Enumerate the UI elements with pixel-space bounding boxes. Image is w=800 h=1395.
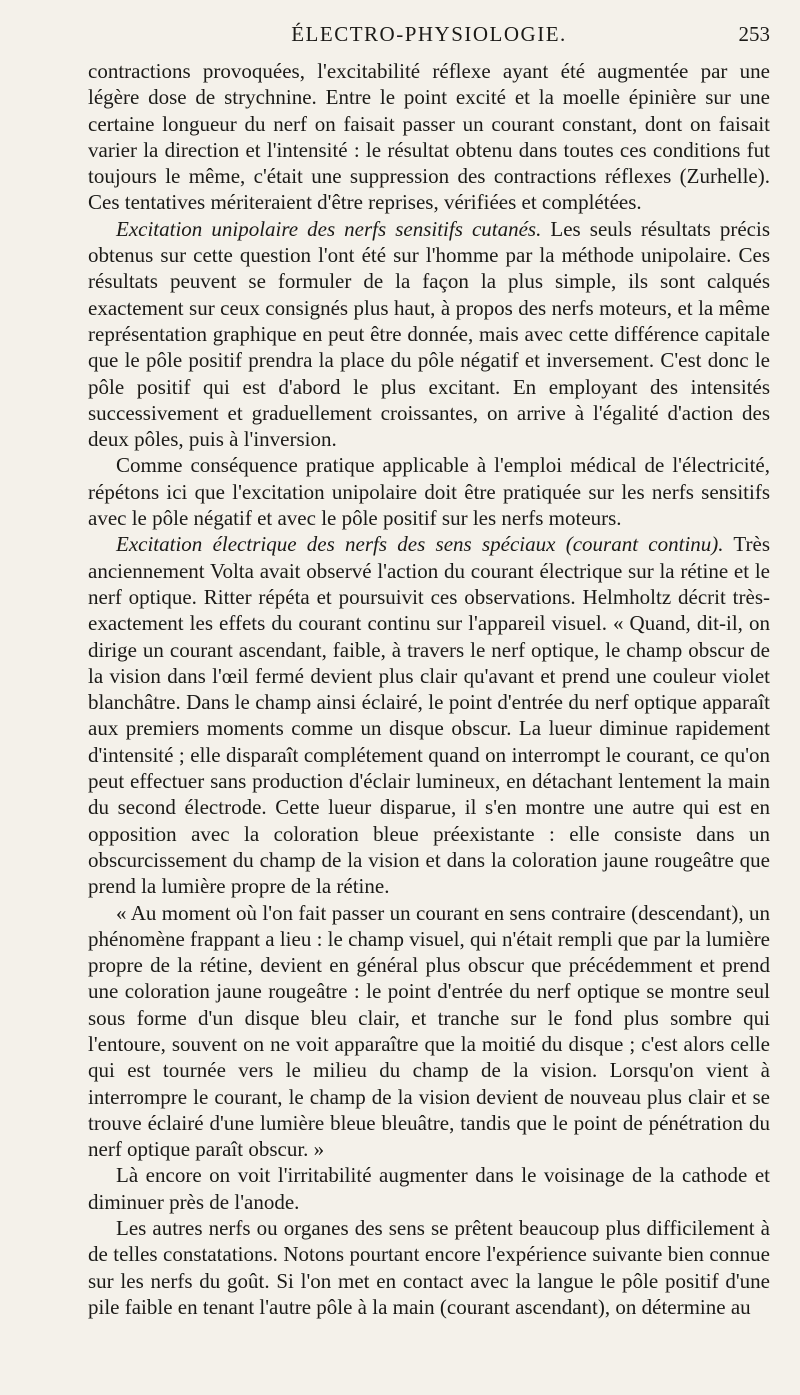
paragraph-text: Très anciennement Volta avait observé l'action du courant électrique sur la rétine et le nerf optique. Ritter répéta et poursuivit ces observations. Helmholtz décrit très-exactement les effets du courant continu sur l'appareil visuel. « Quand, dit-il, on dirige un courant ascendant, faible, à travers le nerf optique, le champ obscur de la vision dans l'œil fermé devient plus clair qu'avant et prend une couleur violet blanchâtre. Dans le champ ainsi éclairé, le point d'entrée du nerf optique apparaît aux premiers moments comme un disque obscur. La lueur diminue rapidement d'intensité ; elle disparaît complétement quand on interrompt le courant, ce qu'on peut effectuer sans production d'éclair lumineux, en détachant lentement la main du second électrode. Cette lueur disparue, il s'en montre une autre qui est en opposition avec la coloration bleue préexistante : elle consiste dans un obscurcissement du champ de la vision et dans la coloration jaune rougeâtre que prend la lumière propre de la rétine. xyxy=(88,532,770,899)
page-number: 253 xyxy=(738,22,770,46)
section-heading-special-senses: Excitation électrique des nerfs des sens spéciaux (courant continu). xyxy=(116,532,724,557)
running-title: ÉLECTRO-PHYSIOLOGIE. xyxy=(291,22,567,46)
body-text xyxy=(88,58,770,1320)
paragraph-text: contractions provoquées, l'excitabilité réflexe ayant été augmentée par une légère dose de strychnine. Entre le point excité et la moelle épinière sur une certaine longueur du nerf on faisait passer un courant constant, dont on faisait varier la direction et l'intensité : le résultat obtenu dans toutes ces conditions fut toujours le même, c'était une suppression des contractions réflexes (Zurhelle). Ces tentatives mériteraient d'être reprises, vérifiées et complétées. xyxy=(88,59,770,215)
paragraph-taste xyxy=(88,1215,770,1320)
paragraph-irritability xyxy=(88,1162,770,1215)
paragraph-special-senses xyxy=(88,531,770,899)
paragraph-continuation xyxy=(88,58,770,216)
paragraph-practical xyxy=(88,452,770,531)
section-heading-unipolar: Excitation unipolaire des nerfs sensitifs cutanés. xyxy=(116,216,542,241)
paragraph-text: Les autres nerfs ou organes des sens se prêtent beaucoup plus difficilement à de telles constatations. Notons pourtant encore l'expérience suivante bien connue sur les nerfs du goût. Si l'on met en contact avec la langue le pôle positif d'une pile faible en tenant l'autre pôle à la main (courant ascendant), on détermine au xyxy=(88,1216,770,1319)
page-header xyxy=(88,22,770,52)
paragraph-text: « Au moment où l'on fait passer un courant en sens contraire (descendant), un phénomène frappant a lieu : le champ visuel, qui n'était rempli que par la lumière propre de la rétine, devient en général plus obscur que précédemment et prend une coloration jaune rougeâtre : le point d'entrée du nerf optique se montre seul sous forme d'un disque bleu clair, et tranche sur le fond plus sombre qui l'entoure, souvent on ne voit apparaître que la moitié du disque ; c'est alors celle qui est tournée vers le milieu du champ de la vision. Lorsqu'on vient à interrompre le courant, le champ de la vision devient de nouveau plus clair et se trouve éclairé d'une lumière bleue bleuâtre, tandis que le point de pénétration du nerf optique paraît obscur. » xyxy=(88,900,770,1162)
paragraph-text: Les seuls résultats précis obtenus sur cette question l'ont été sur l'homme par la méthode unipolaire. Ces résultats peuvent se formuler de la façon la plus simple, ils sont calqués exactement sur ceux consignés plus haut, à propos des nerfs moteurs, et la même représentation graphique en peut être donnée, mais avec cette différence capitale que le pôle positif prendra la place du pôle négatif et inversement. C'est donc le pôle positif qui est d'abord le plus excitant. En employant des intensités successivement et graduellement croissantes, on arrive à l'égalité d'action des deux pôles, puis à l'inversion. xyxy=(88,216,770,452)
paragraph-unipolar-sensory xyxy=(88,216,770,453)
paragraph-text: Là encore on voit l'irritabilité augmenter dans le voisinage de la cathode et diminuer près de l'anode. xyxy=(88,1163,770,1214)
paragraph-quote-descending xyxy=(88,900,770,1163)
paragraph-text: Comme conséquence pratique applicable à l'emploi médical de l'électricité, répétons ici que l'excitation unipolaire doit être pratiquée sur les nerfs sensitifs avec le pôle négatif et avec le pôle positif sur les nerfs moteurs. xyxy=(88,453,770,531)
